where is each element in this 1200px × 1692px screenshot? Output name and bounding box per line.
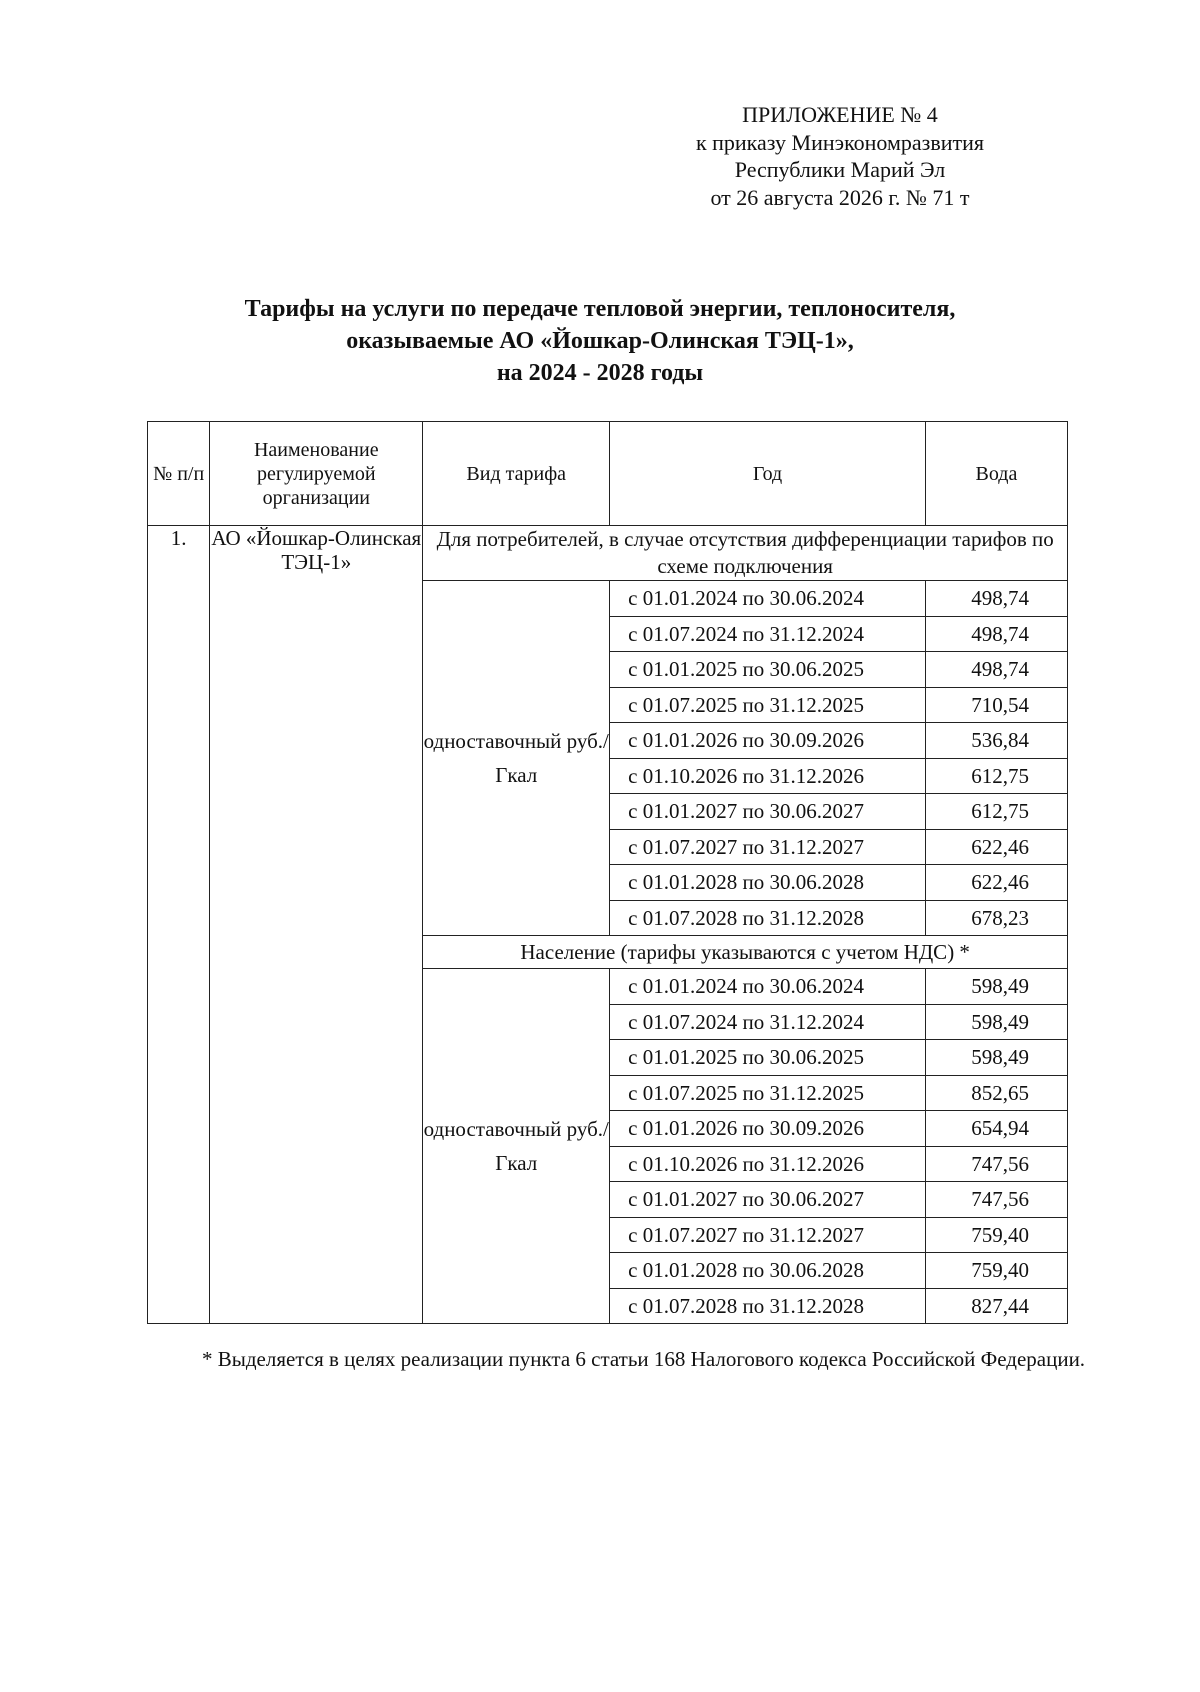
water-tariff-value: 612,75 [925, 794, 1067, 830]
period-cell: с 01.07.2027 по 31.12.2027 [610, 1217, 926, 1253]
period-cell: с 01.07.2024 по 31.12.2024 [610, 616, 926, 652]
col-header-water: Вода [925, 422, 1067, 526]
period-cell: с 01.07.2025 по 31.12.2025 [610, 687, 926, 723]
period-cell: с 01.07.2025 по 31.12.2025 [610, 1075, 926, 1111]
tariff-type: одноставочный руб./Гкал [423, 969, 610, 1324]
section-heading-row [148, 526, 1068, 581]
water-tariff-value: 498,74 [925, 616, 1067, 652]
appendix-number: ПРИЛОЖЕНИЕ № 4 [742, 102, 938, 127]
period-cell: с 01.01.2025 по 30.06.2025 [610, 652, 926, 688]
water-tariff-value: 654,94 [925, 1111, 1067, 1147]
period-cell: с 01.01.2026 по 30.09.2026 [610, 723, 926, 759]
period-cell: с 01.10.2026 по 31.12.2026 [610, 1146, 926, 1182]
period-cell: с 01.01.2028 по 30.06.2028 [610, 1253, 926, 1289]
tariff-table [147, 421, 1068, 1324]
appendix-date: от 26 августа 2026 г. № 71 т [710, 184, 970, 210]
water-tariff-value: 598,49 [925, 1004, 1067, 1040]
title-line-1: Тарифы на услуги по передаче тепловой энергии, теплоносителя, [244, 296, 956, 322]
water-tariff-value: 622,46 [925, 829, 1067, 865]
period-cell: с 01.01.2024 по 30.06.2024 [610, 581, 926, 617]
water-tariff-value: 759,40 [925, 1217, 1067, 1253]
col-header-year: Год [610, 422, 926, 526]
period-cell: с 01.07.2028 по 31.12.2028 [610, 1288, 926, 1324]
water-tariff-value: 747,56 [925, 1146, 1067, 1182]
row-number: 1. [148, 526, 210, 1324]
water-tariff-value: 852,65 [925, 1075, 1067, 1111]
water-tariff-value: 747,56 [925, 1182, 1067, 1218]
document-title [120, 293, 1080, 389]
section-1-heading: Для потребителей, в случае отсутствия дифференциации тарифов по схеме подключения [423, 526, 1068, 581]
water-tariff-value: 498,74 [925, 652, 1067, 688]
water-tariff-value: 598,49 [925, 1040, 1067, 1076]
col-header-type: Вид тарифа [423, 422, 610, 526]
water-tariff-value: 710,54 [925, 687, 1067, 723]
table-body [148, 526, 1068, 1324]
footnote: * Выделяется в целях реализации пункта 6 статьи 168 Налогового кодекса Российской Федерации. [202, 1347, 1086, 1371]
period-cell: с 01.10.2026 по 31.12.2026 [610, 758, 926, 794]
period-cell: с 01.01.2028 по 30.06.2028 [610, 865, 926, 901]
water-tariff-value: 827,44 [925, 1288, 1067, 1324]
water-tariff-value: 678,23 [925, 900, 1067, 936]
col-header-num: № п/п [148, 422, 210, 526]
org-name: АО «Йошкар-Олинская ТЭЦ-1» [210, 526, 423, 1324]
period-cell: с 01.07.2024 по 31.12.2024 [610, 1004, 926, 1040]
period-cell: с 01.07.2028 по 31.12.2028 [610, 900, 926, 936]
water-tariff-value: 759,40 [925, 1253, 1067, 1289]
section2-heading: Население (тарифы указываются с учетом НДС) * [423, 936, 1068, 969]
table-header-row [148, 422, 1068, 526]
appendix-block [630, 101, 1050, 211]
period-cell: с 01.01.2024 по 30.06.2024 [610, 969, 926, 1005]
tariff-type: одноставочный руб./Гкал [423, 581, 610, 936]
appendix-republic: Республики Марий Эл [734, 157, 946, 182]
water-tariff-value: 598,49 [925, 969, 1067, 1005]
water-tariff-value: 536,84 [925, 723, 1067, 759]
period-cell: с 01.01.2027 по 30.06.2027 [610, 1182, 926, 1218]
title-line-3: на 2024 - 2028 годы [496, 360, 704, 386]
title-line-2: оказываемые АО «Йошкар-Олинская ТЭЦ-1», [346, 328, 854, 354]
period-cell: с 01.07.2027 по 31.12.2027 [610, 829, 926, 865]
period-cell: с 01.01.2027 по 30.06.2027 [610, 794, 926, 830]
period-cell: с 01.01.2025 по 30.06.2025 [610, 1040, 926, 1076]
col-header-org: Наименование регулируемой организации [210, 422, 423, 526]
water-tariff-value: 498,74 [925, 581, 1067, 617]
period-cell: с 01.01.2026 по 30.09.2026 [610, 1111, 926, 1147]
water-tariff-value: 612,75 [925, 758, 1067, 794]
appendix-order-ref: к приказу Минэкономразвития [695, 129, 985, 155]
water-tariff-value: 622,46 [925, 865, 1067, 901]
